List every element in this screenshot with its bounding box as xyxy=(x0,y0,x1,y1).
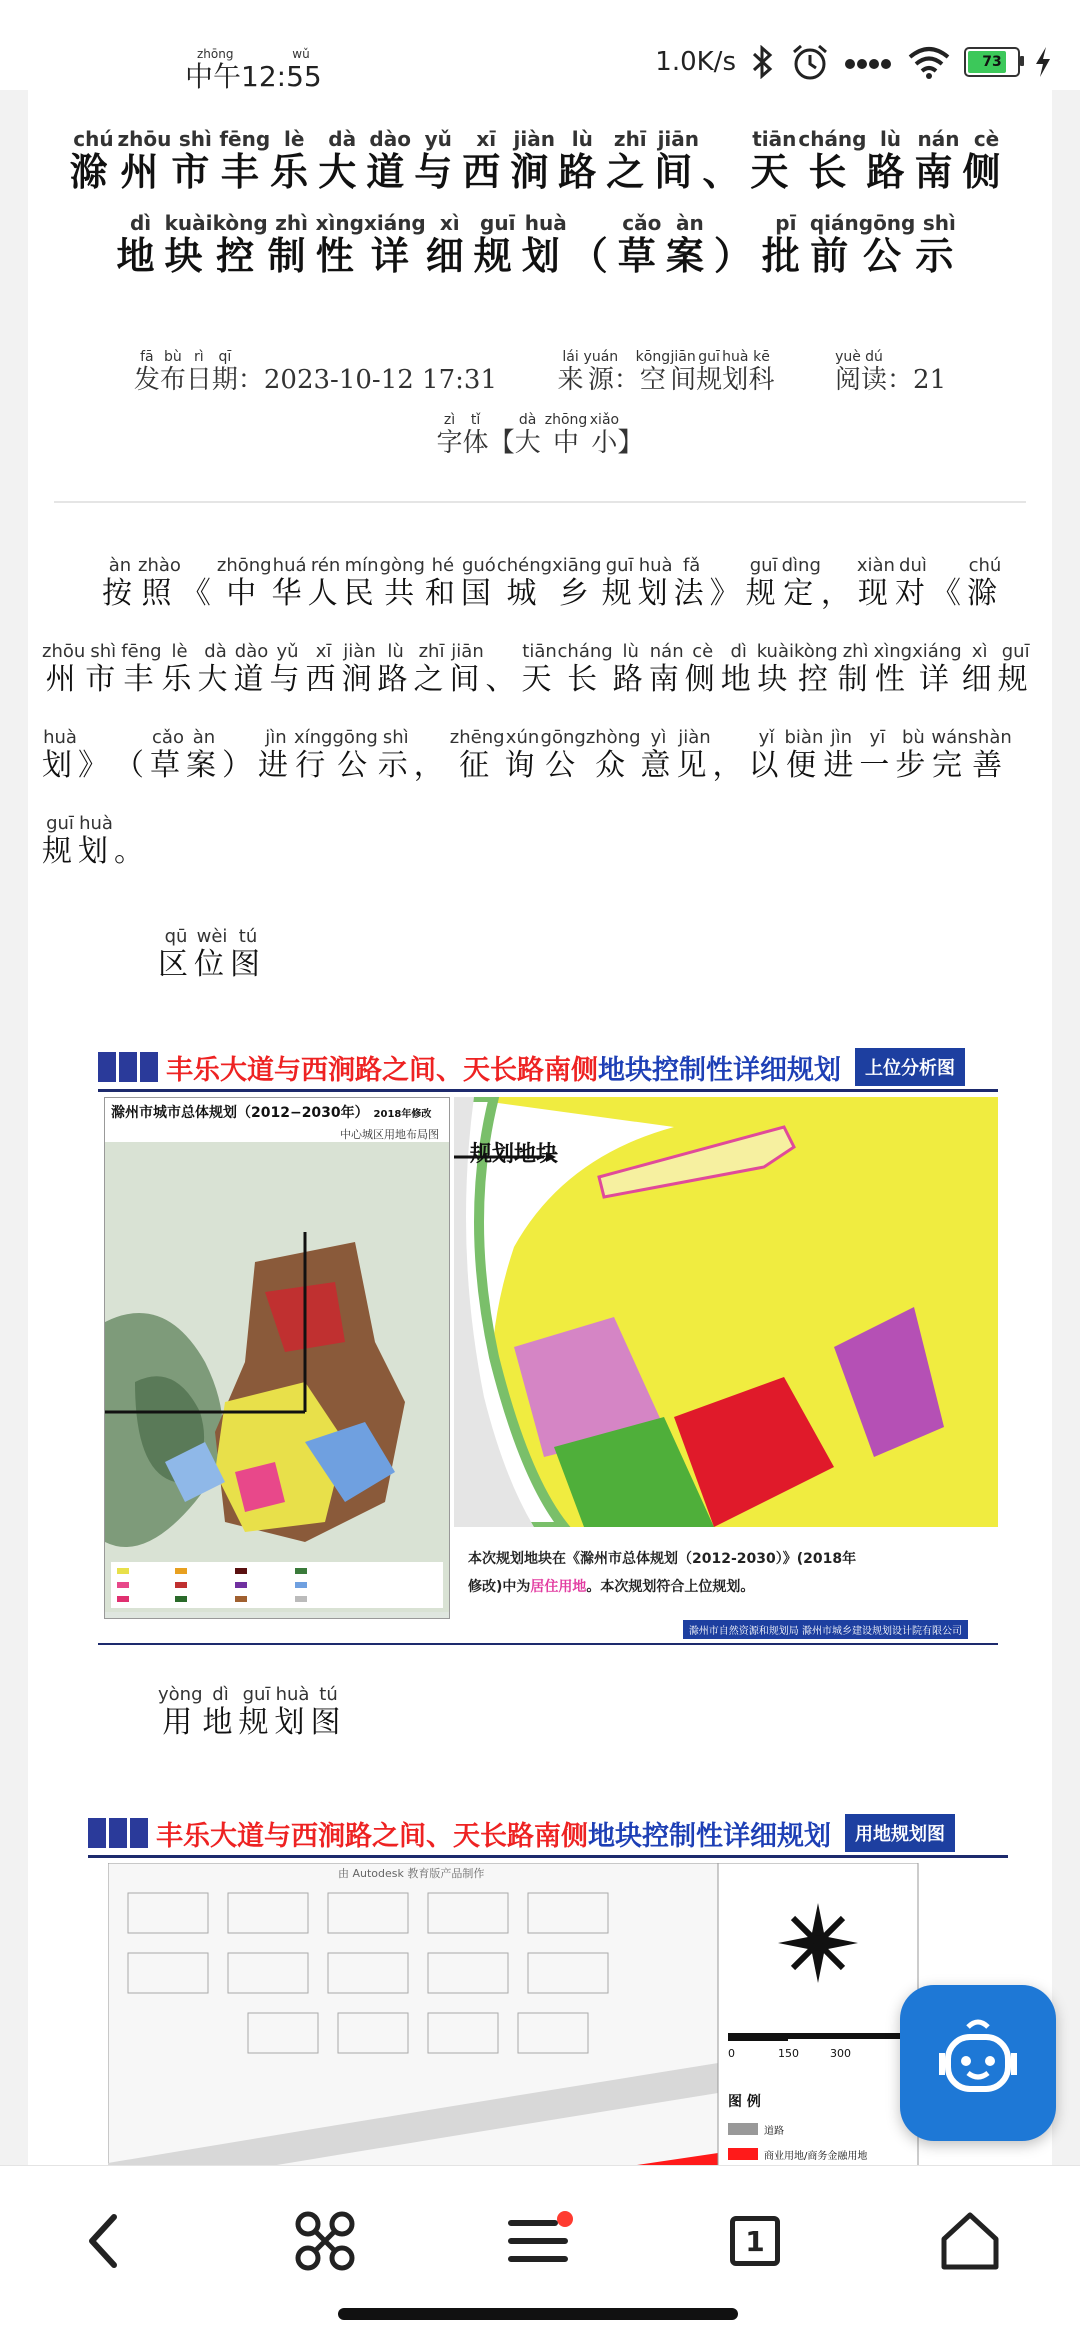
ruby-char: 步bù xyxy=(895,727,932,783)
ruby-char: 天tiān xyxy=(750,127,799,194)
gesture-home-bar[interactable] xyxy=(338,2308,738,2320)
ruby-char: 划huà xyxy=(78,813,114,869)
ruby-char: 长cháng xyxy=(798,127,867,194)
ruby-char: 细xì xyxy=(961,641,998,697)
home-button[interactable] xyxy=(925,2196,1015,2286)
ruby-char: 规guī xyxy=(238,1684,275,1740)
ruby-char: 间jiān xyxy=(654,127,703,194)
ruby-char: 间jiān xyxy=(449,641,486,697)
ruby-char: 体tǐ xyxy=(462,412,489,458)
scale-150: 150 xyxy=(778,2047,799,2060)
legend-road: 道路 xyxy=(764,2126,784,2137)
ruby-char: 丰fēng xyxy=(219,127,271,194)
ruby-char: 和hé xyxy=(424,555,461,611)
font-size-large-button[interactable] xyxy=(514,412,541,458)
ruby-char: 性xìng xyxy=(315,211,364,278)
article-title xyxy=(28,90,1052,298)
ruby-char: 日rì xyxy=(185,349,212,395)
signal-icon xyxy=(844,52,894,72)
tab-count-icon xyxy=(730,2216,780,2266)
ruby-char: 行xíng xyxy=(294,727,333,783)
ruby-char: 南nán xyxy=(914,127,963,194)
ruby-char: 对duì xyxy=(894,555,931,611)
status-bar xyxy=(0,0,1080,93)
ruby-char: 示shì xyxy=(377,727,414,783)
caption-land-use-map xyxy=(28,1683,1052,1763)
ruby-char: ， xyxy=(413,748,450,783)
legend-title: 图 例 xyxy=(728,2094,761,2110)
ruby-char: 详xiáng xyxy=(912,641,962,697)
ruby-char: 进jìn xyxy=(258,727,294,783)
ruby-char: 规guī xyxy=(997,641,1034,697)
font-size-selector: 字zì体tǐ【大dà 中zhōng 小xiǎo】 xyxy=(436,412,644,458)
features-button[interactable] xyxy=(280,2196,370,2286)
ruby-char: 侧cè xyxy=(684,641,721,697)
ruby-char: 规guī xyxy=(42,813,78,869)
ruby-char: （ xyxy=(114,748,150,783)
ruby-char: 划huà xyxy=(521,211,570,278)
ruby-char: 规guī xyxy=(696,349,723,395)
ruby-char: 市shì xyxy=(85,641,122,697)
ruby-char: （ xyxy=(569,233,618,278)
ruby-char: 大dà xyxy=(318,127,367,194)
ruby-char: 字zì xyxy=(436,412,463,458)
ai-assistant-button[interactable] xyxy=(900,1985,1056,2141)
ruby-char: 划huà xyxy=(274,1684,311,1740)
ruby-char: 路lù xyxy=(866,127,915,194)
ruby-char: 滁chú xyxy=(966,555,1003,611)
ruby-char: 按àn xyxy=(102,555,138,611)
ruby-char: 路lù xyxy=(612,641,649,697)
ruby-char: 位wèi xyxy=(194,926,230,982)
bluetooth-icon xyxy=(750,45,776,79)
ruby-char: 《 xyxy=(930,576,967,611)
ruby-char: ， xyxy=(820,576,857,611)
ruby-char: 草cǎo xyxy=(150,727,186,783)
ruby-char: 进jìn xyxy=(823,727,860,783)
ruby-char: 规guī xyxy=(745,555,782,611)
ruby-char: 侧cè xyxy=(962,127,1011,194)
ruby-char: 丰fēng xyxy=(121,641,162,697)
legend-commercial: 商业用地/商务金融用地 xyxy=(764,2151,868,2162)
ruby-char: 小xiǎo xyxy=(589,412,620,458)
battery-icon: 73 xyxy=(964,47,1020,77)
ruby-char: 路lù xyxy=(558,127,607,194)
publish-date-label xyxy=(133,349,238,395)
ruby-char: 读dú xyxy=(861,349,888,395)
ruby-char: 之zhī xyxy=(606,127,655,194)
menu-icon xyxy=(505,2211,575,2271)
ruby-char: 地dì xyxy=(720,641,757,697)
ruby-char: 控kòng xyxy=(212,211,268,278)
ruby-char: 》 xyxy=(78,748,114,783)
ruby-char: 州zhōu xyxy=(42,641,86,697)
ruby-char: 图tú xyxy=(230,926,266,982)
ruby-char: 一yī xyxy=(859,727,896,783)
ruby-char: 之zhī xyxy=(413,641,450,697)
article-page xyxy=(28,90,1052,2165)
ruby-char: 公gōng xyxy=(332,727,378,783)
ruby-char: 性xìng xyxy=(873,641,913,697)
ruby-char: 意yì xyxy=(640,727,677,783)
ruby-char: 乡xiāng xyxy=(552,555,602,611)
ruby-char: 定dìng xyxy=(781,555,821,611)
ruby-char: 科kē xyxy=(748,349,775,395)
ruby-char: 制zhì xyxy=(267,211,316,278)
charging-icon xyxy=(1034,47,1052,77)
ruby-char: 大dà xyxy=(197,641,234,697)
status-time: 中午12:55zhōng wǔ xyxy=(185,47,322,93)
home-icon xyxy=(938,2209,1002,2273)
ruby-char: 块kuài xyxy=(164,211,213,278)
plot-detail-map xyxy=(454,1097,998,1527)
ruby-char: 公gōng xyxy=(858,211,916,278)
ruby-char: 法fǎ xyxy=(673,555,710,611)
ruby-char: 涧jiàn xyxy=(510,127,559,194)
ruby-char: 滁chú xyxy=(69,127,118,194)
ruby-char: 询xún xyxy=(504,727,541,783)
ruby-char: 源yuán xyxy=(583,349,619,395)
back-arrow-icon xyxy=(80,2211,130,2271)
ruby-char: 块kuài xyxy=(756,641,794,697)
reads-label xyxy=(835,349,888,395)
notification-dot-icon xyxy=(557,2211,573,2227)
plot-label: 规划地块 xyxy=(470,1142,559,1167)
ruby-char: 道dào xyxy=(366,127,415,194)
ruby-char: 间jiān xyxy=(670,349,697,395)
ruby-char: 以yǐ xyxy=(748,727,785,783)
ruby-char: 地dì xyxy=(116,211,165,278)
ruby-char: 空kōng xyxy=(635,349,671,395)
ruby-char: 城chéng xyxy=(496,555,553,611)
ruby-char: ， xyxy=(712,748,749,783)
figure-credit: 滁州市自然资源和规划局 滁州市城乡建设规划设计院有限公司 xyxy=(683,1620,968,1639)
ruby-char: 划huà xyxy=(722,349,749,395)
land-use-map-image[interactable] xyxy=(88,1811,1008,2165)
ruby-char: 发fā xyxy=(133,349,160,395)
ruby-char: 规guī xyxy=(601,555,638,611)
source-value xyxy=(635,349,775,395)
ruby-char: 与yǔ xyxy=(414,127,463,194)
divider xyxy=(54,501,1026,503)
article-meta: 发fā布bù日rì期qī：2023-10-12 17:31 来lái源yuán：空kōng间jiān规guī划huà科kē 阅yuè读dú：21 xyxy=(133,349,947,395)
ruby-char: 中zhōng xyxy=(544,412,588,458)
location-map-image[interactable] xyxy=(98,1045,998,1645)
ruby-char: 划huà xyxy=(42,727,78,783)
command-icon xyxy=(292,2208,358,2274)
font-size-label xyxy=(436,412,489,458)
ruby-char: 详xiáng xyxy=(363,211,426,278)
ruby-char: 善shàn xyxy=(968,727,1012,783)
ruby-char: 长cháng xyxy=(557,641,613,697)
back-button[interactable] xyxy=(60,2196,150,2286)
ruby-char: 征zhēng xyxy=(449,727,505,783)
ruby-char: 》 xyxy=(709,576,746,611)
scale-300: 300 xyxy=(830,2047,851,2060)
ruby-char: 阅yuè xyxy=(835,349,862,395)
ruby-char: 细xì xyxy=(425,211,474,278)
figure-note: 本次规划地块在《滁州市总体规划（2012-2030）》(2018年 修改)中为居住用地。本次规划符合上位规划。 xyxy=(468,1551,857,1595)
bottom-navigation-bar xyxy=(0,2165,1080,2341)
autodesk-note: 由 Autodesk 教育版产品制作 xyxy=(338,1867,485,1880)
ruby-char: 人rén xyxy=(307,555,344,611)
ruby-char: 规guī xyxy=(473,211,522,278)
ruby-char: 控kòng xyxy=(794,641,838,697)
ruby-char: 与yǔ xyxy=(269,641,306,697)
ruby-char: 西xī xyxy=(462,127,511,194)
ruby-char: ） xyxy=(222,748,258,783)
article-paragraph xyxy=(28,533,1052,895)
source-label xyxy=(557,349,619,395)
ruby-char: 案àn xyxy=(665,211,714,278)
ruby-char: 案àn xyxy=(186,727,222,783)
ruby-char: 制zhì xyxy=(837,641,874,697)
ruby-char: 华huá xyxy=(271,555,308,611)
tabs-button[interactable] xyxy=(710,2196,800,2286)
ruby-char: 地dì xyxy=(202,1684,239,1740)
ruby-char: 民mín xyxy=(343,555,380,611)
ruby-char: 见jiàn xyxy=(676,727,713,783)
ruby-char: 前qián xyxy=(809,211,859,278)
ruby-char: 共gòng xyxy=(379,555,425,611)
font-size-medium-button[interactable] xyxy=(544,412,588,458)
menu-button[interactable] xyxy=(495,2196,585,2286)
alarm-icon xyxy=(790,42,830,82)
net-speed: 1.0K/s xyxy=(655,47,736,77)
ruby-char: ） xyxy=(713,233,762,278)
robot-face-icon xyxy=(928,2013,1028,2113)
tab-count: 1 xyxy=(745,2224,765,2258)
ruby-char: 国guó xyxy=(460,555,497,611)
ruby-char: 道dào xyxy=(233,641,270,697)
ruby-char: 用yòng xyxy=(158,1684,203,1740)
ruby-char: 、 xyxy=(702,149,751,194)
ruby-char: 南nán xyxy=(648,641,685,697)
ruby-char: 市shì xyxy=(171,127,220,194)
ruby-char: 、 xyxy=(485,662,522,697)
ruby-char: 公gōng xyxy=(540,727,586,783)
ruby-char: 中zhōng xyxy=(216,555,272,611)
ruby-char: 《 xyxy=(180,576,217,611)
ruby-char: 完wán xyxy=(931,727,969,783)
caption-location-map xyxy=(28,925,1052,1005)
ruby-char: 区qū xyxy=(158,926,194,982)
ruby-char: 众zhòng xyxy=(585,727,641,783)
city-master-plan-map: 滁州市城市总体规划（2012−2030年） 2018年修改 中心城区用地布局图 xyxy=(104,1097,450,1619)
ruby-char: 图tú xyxy=(310,1684,347,1740)
publish-date: ：2023-10-12 17:31 xyxy=(237,365,497,395)
ruby-char: 便biàn xyxy=(784,727,824,783)
ruby-char: 布bù xyxy=(159,349,186,395)
ruby-char: 照zhào xyxy=(138,555,181,611)
ruby-char: 西xī xyxy=(305,641,342,697)
ruby-char: 批pī xyxy=(761,211,810,278)
reads-count: ：21 xyxy=(887,365,947,395)
ruby-char: 示shì xyxy=(915,211,964,278)
ruby-char: 大dà xyxy=(514,412,541,458)
ruby-char: 。 xyxy=(114,834,150,869)
ruby-char: 划huà xyxy=(637,555,674,611)
figure-banner: 丰乐大道与西涧路之间、天长路南侧 地块控制性详细规划 上位分析图 xyxy=(98,1045,998,1092)
ruby-char: 乐lè xyxy=(161,641,198,697)
ruby-char: 草cǎo xyxy=(617,211,666,278)
ruby-char: 天tiān xyxy=(521,641,558,697)
ruby-char: 现xiàn xyxy=(856,555,895,611)
ruby-char: 期qī xyxy=(211,349,238,395)
ruby-char: 来lái xyxy=(557,349,584,395)
font-size-small-button[interactable] xyxy=(589,412,620,458)
figure-banner-2: 丰乐大道与西涧路之间、天长路南侧 地块控制性详细规划 用地规划图 xyxy=(88,1811,1008,1858)
ruby-char: 乐lè xyxy=(270,127,319,194)
wifi-icon xyxy=(908,45,950,79)
scale-0: 0 xyxy=(728,2047,735,2060)
ruby-char: 涧jiàn xyxy=(341,641,378,697)
status-icons xyxy=(655,38,1052,86)
ruby-char: 路lù xyxy=(377,641,414,697)
ruby-char: 州zhōu xyxy=(117,127,172,194)
